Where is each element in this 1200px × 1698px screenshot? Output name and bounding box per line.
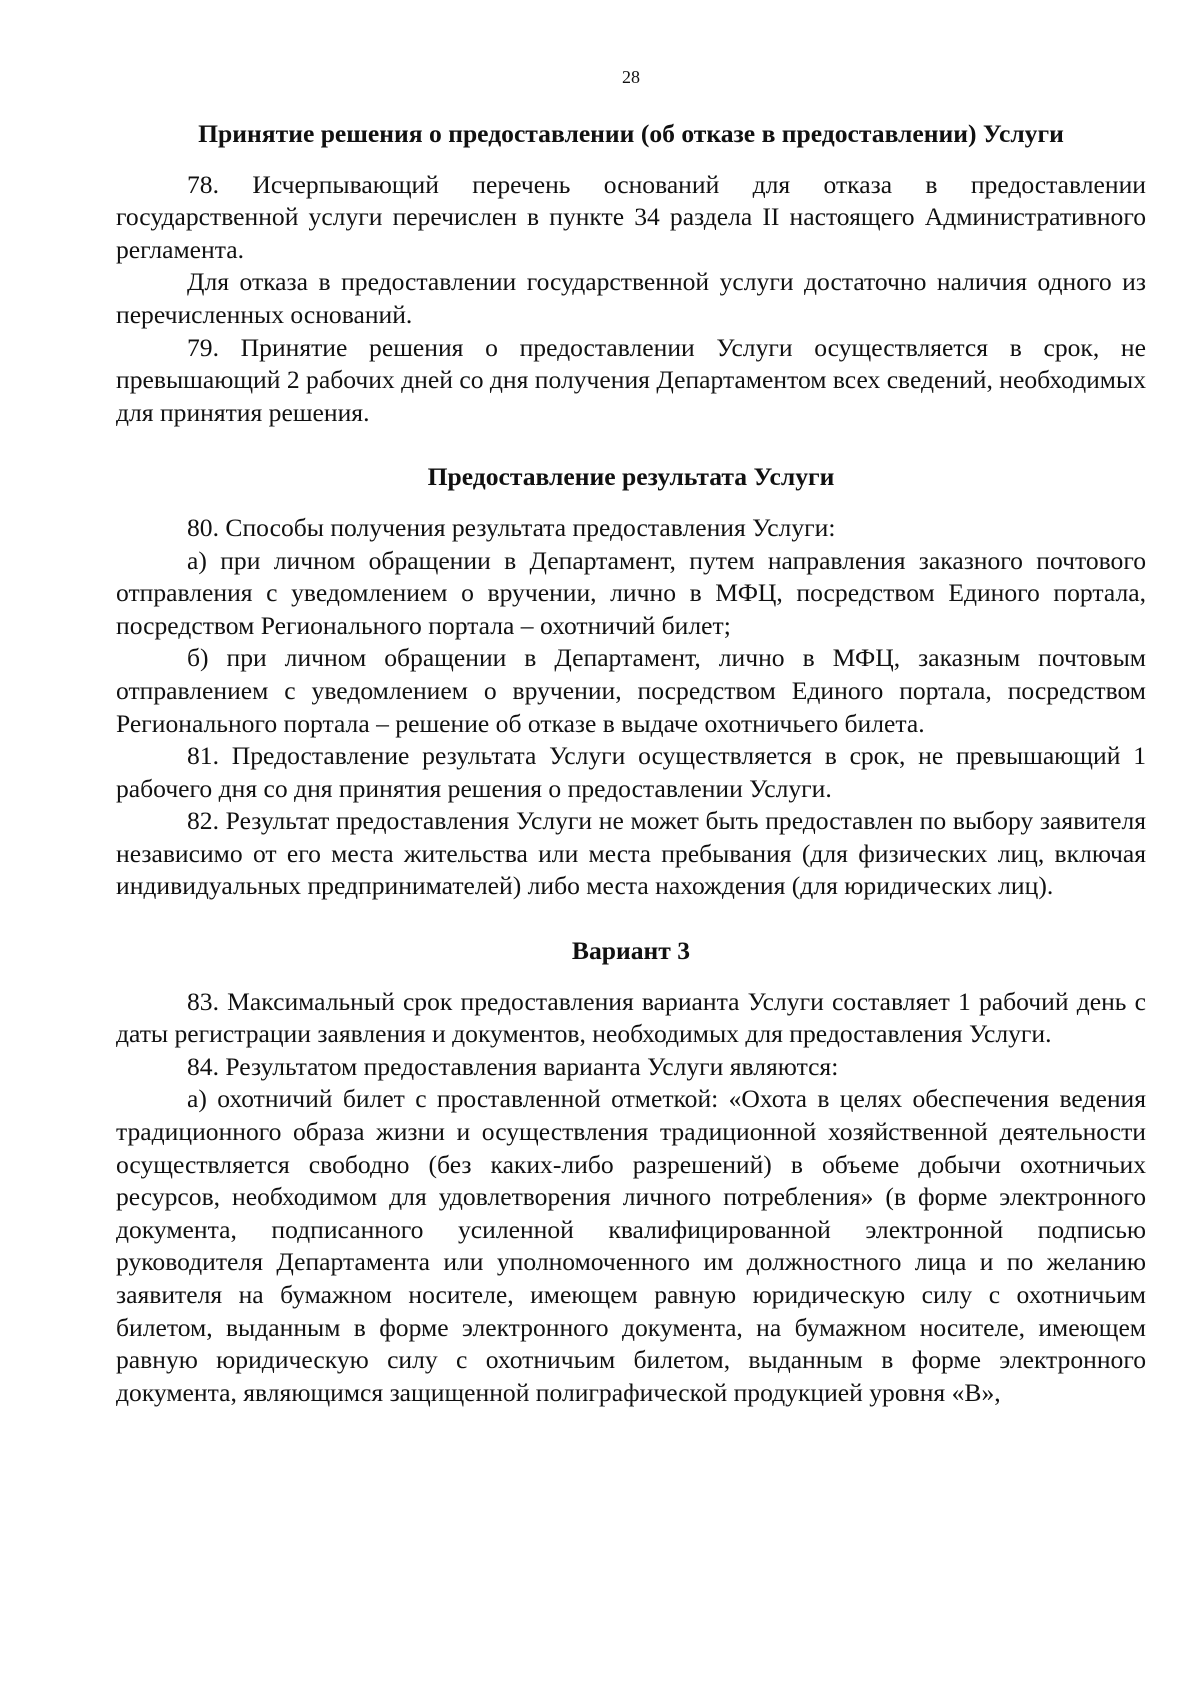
paragraph-84-a: а) охотничий билет с проставленной отметкой: «Охота в целях обеспечения ведения традиционного образа жизни и осуществления традиционной хозяйственной деятельности осуществляется свободно (без каких-либо разрешений) в объеме добычи охотничьих ресурсов, необходимом для удовлетворения личного потребления» (в форме электронного документа, подписанного усиленной квалифицированной электронной подписью руководителя Департамента или уполномоченного им должностного лица и по желанию заявителя на бумажном носителе, имеющем равную юридическую силу с охотничьим билетом, выданным в форме электронного документа, на бумажном носителе, имеющем равную юридическую силу с охотничьим билетом, выданным в форме электронного документа, являющимся защищенной полиграфической продукцией уровня «В», [116,1084,1146,1407]
section-heading-decision: Принятие решения о предоставлении (об отказе в предоставлении) Услуги [198,119,1064,148]
paragraph-78: 78. Исчерпывающий перечень оснований для отказа в предоставлении государственной услуги перечислен в пункте 34 раздела II настоящего Административного регламента. [116,169,1146,264]
paragraph-81: 81. Предоставление результата Услуги осуществляется в срок, не превышающий 1 рабочего дня со дня принятия решения о предоставлении Услуги. [116,741,1146,803]
page-number: 28 [622,67,640,87]
section-heading-variant-3: Вариант 3 [571,936,691,966]
document-body [116,118,1146,1409]
paragraph-78-refusal: Для отказа в предоставлении государственной услуги достаточно наличия одного из перечисленных оснований. [116,267,1146,329]
paragraph-80-a: а) при личном обращении в Департамент, путем направления заказного почтового отправления с уведомлением о вручении, лично в МФЦ, посредством Единого портала, посредством Регионального портала – охотничий билет; [116,545,1146,640]
paragraph-84: 84. Результатом предоставления варианта Услуги являются: [187,1051,839,1081]
paragraph-82: 82. Результат предоставления Услуги не может быть предоставлен по выбору заявителя независимо от его места жительства или места пребывания (для физических лиц, включая индивидуальных предпринимателей) либо места нахождения (для юридических лиц). [116,806,1146,901]
section-heading-result: Предоставление результата Услуги [427,462,835,492]
paragraph-83: 83. Максимальный срок предоставления варианта Услуги составляет 1 рабочий день с даты регистрации заявления и документов, необходимых для предоставления Услуги. [116,986,1146,1049]
paragraph-80: 80. Способы получения результата предоставления Услуги: [187,512,836,542]
paragraph-80-b: б) при личном обращении в Департамент, лично в МФЦ, заказным почтовым отправлением с уведомлением о вручении, посредством Единого портала, посредством Регионального портала – решение об отказе в выдаче охотничьего билета. [116,643,1146,738]
paragraph-79: 79. Принятие решения о предоставлении Услуги осуществляется в срок, не превышающий 2 рабочих дней со дня получения Департаментом всех сведений, необходимых для принятия решения. [116,332,1146,427]
